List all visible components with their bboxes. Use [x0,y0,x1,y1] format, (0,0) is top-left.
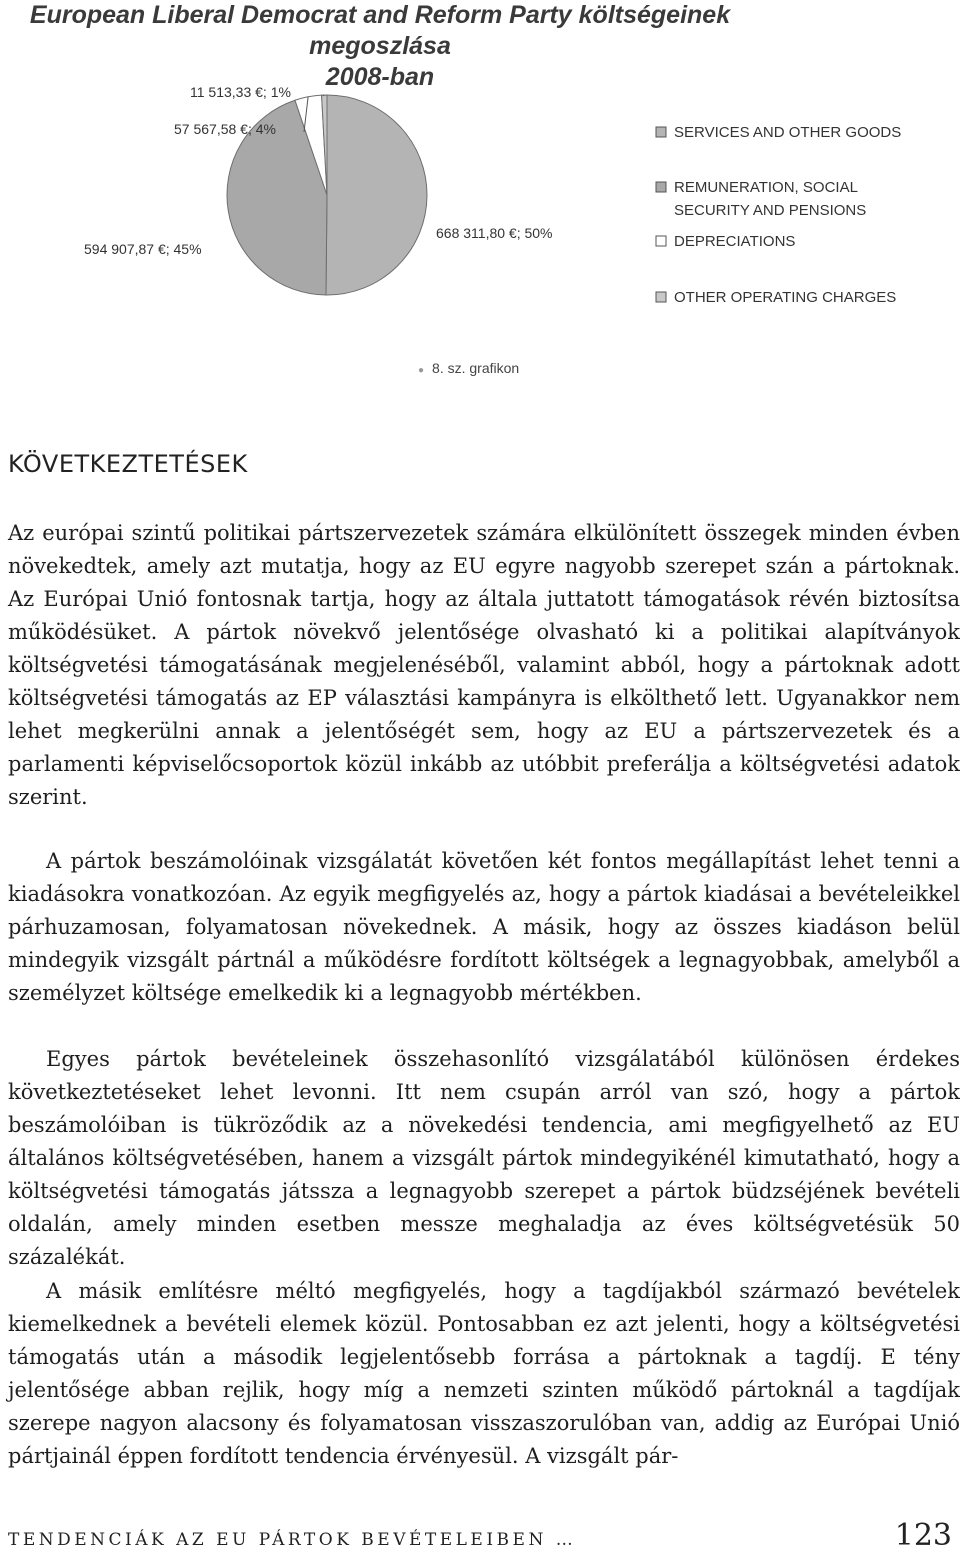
pie-chart [0,60,960,360]
caption-text: 8. sz. grafikon [432,360,520,376]
pie-slice-services-and-other-goods [326,95,427,295]
legend-swatch [656,292,666,302]
legend-swatch [656,236,666,246]
running-title: TENDENCIÁK AZ EU PÁRTOK BEVÉTELEIBEN … [8,1530,577,1550]
legend-label: OTHER OPERATING CHARGES [674,289,897,306]
pie-data-label: 57 567,58 €; 4% [174,121,276,137]
figure-caption [418,360,519,376]
paragraph-4: A másik említésre méltó megfigyelés, hogy a tagdíjakból származó bevételek kiemelkednek a bevételi elemek közül. Pontosabban ez azt jelenti, hogy a költségvetési támogatás után a második legjelentősebb forrása a pártoknak a tagdíj. E tény jelentősége abban rejlik, hogy míg a nemzeti szinten működő pártoknál a tagdíjak szerepe nagyon alacsony és folyamatosan visszaszorulóban van, addig az Európai Unió pártjainál éppen fordított tendencia érvényesül. A vizsgált pár- [8,1279,960,1468]
legend-swatch [656,182,666,192]
legend-swatch [656,127,666,137]
legend-label: SECURITY AND PENSIONS [674,202,867,219]
legend-label: SERVICES AND OTHER GOODS [674,124,902,141]
pie-data-label: 11 513,33 €; 1% [190,84,291,100]
chart-title-line-2: 2008-ban [325,63,435,91]
legend-label: DEPRECIATIONS [674,233,796,250]
pie-data-label: 668 311,80 €; 50% [436,225,553,241]
pie-data-label: 594 907,87 €; 45% [84,241,202,257]
section-heading: KÖVETKEZTETÉSEK [8,450,248,478]
chart-title-line-1: European Liberal Democrat and Reform Party költségeinek megoszlása [29,1,731,60]
page-number: 123 [894,1518,952,1553]
paragraph-3: Egyes pártok bevételeinek összehasonlító vizsgálatából különösen érdekes következtetéseket lehet levonni. Itt nem csupán arról van szó, hogy a pártok beszámolóiban is tükröződik az a növekedési tendencia, ami megfigyelhető az EU általános költségvetésében, hanem a vizsgált pártok mindegyikénél kimutatható, hogy a költségvetési támogatás játssza a legnagyobb szerepet a pártok büdzséjének bevételi oldalán, amely minden esetben messze meghaladja az éves költségvetésük 50 százalékát. [8,1047,960,1269]
paragraph-1: Az európai szintű politikai pártszervezetek számára elkülönített összegek minden évben növekedtek, amely azt mutatja, hogy az EU egyre nagyobb szerepet szán a pártoknak. Az Európai Unió fontosnak tartja, hogy az általa juttatott támogatások révén biztosítsa működésüket. A pártok növekvő jelentősége olvasható ki a politikai alapítványok költségvetési támogatásának megjelenéséből, valamint abból, hogy a pártoknak adott költségvetési támogatás az EP választási kampányra is elkölthető lett. Ugyanakkor nem lehet megkerülni annak a jelentőségét sem, hogy az EU a pártszervezetek és a parlamenti képviselőcsoportok közül inkább az utóbbit preferálja a költségvetési adatok szerint. [8,521,960,809]
legend-label: REMUNERATION, SOCIAL [674,179,858,196]
paragraph-2: A pártok beszámolóinak vizsgálatát követően két fontos megállapítást lehet tenni a kiadásokra vonatkozóan. Az egyik megfigyelés az, hogy a pártok kiadásai a bevételeikkel párhuzamosan, folyamatosan növekednek. A másik, hogy az összes kiadáson belül mindegyik vizsgált pártnál a működésre fordított költségek a legnagyobbak, amelyből a személyzet költsége emelkedik ki a legnagyobb mértékben. [8,849,960,1005]
caption-bullet-icon: ● [418,365,425,376]
